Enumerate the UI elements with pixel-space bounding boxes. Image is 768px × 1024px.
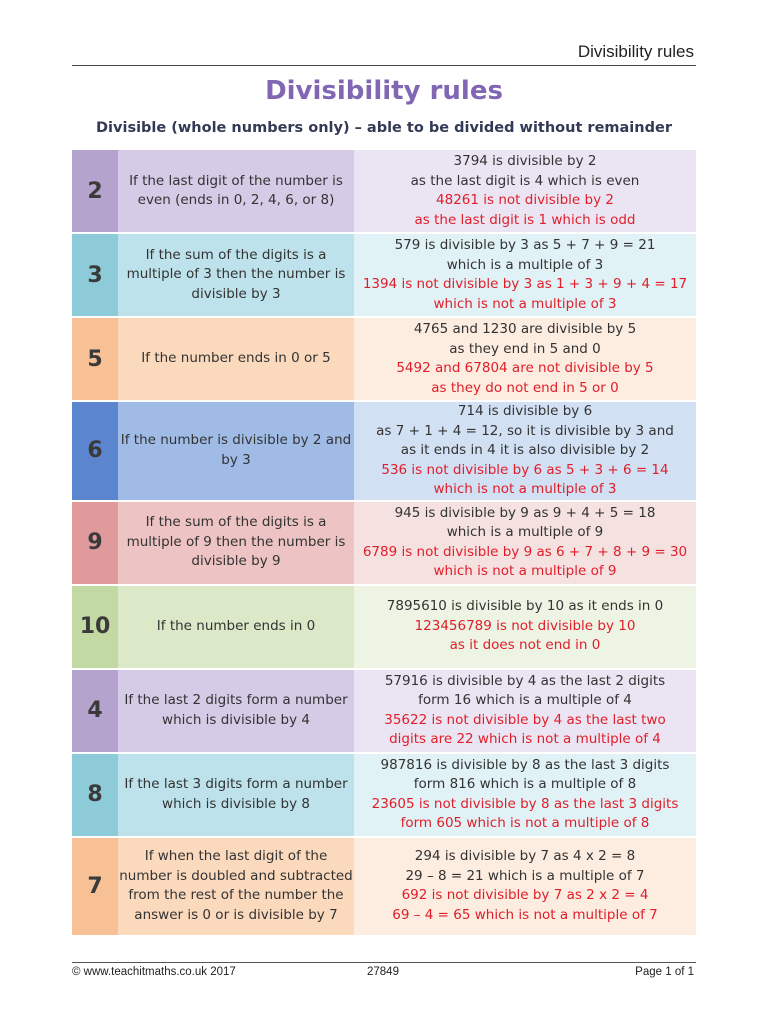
non-example-line: 536 is not divisible by 6 as 5 + 3 + 6 = 14 <box>381 461 669 478</box>
header-title: Divisibility rules <box>577 42 694 61</box>
rules-table-body <box>72 150 696 935</box>
example-line: as it ends in 4 it is also divisible by 2 <box>400 442 650 458</box>
footer-copyright: © www.teachitmaths.co.uk 2017 <box>72 966 236 978</box>
rule-examples <box>354 670 696 752</box>
rule-description: If when the last digit of the number is doubled and subtracted from the rest of the number the answer is 0 or is divisible by 7 <box>118 838 354 935</box>
rule-row-2 <box>72 150 696 232</box>
rule-description: If the sum of the digits is a multiple of 3 then the number is divisible by 3 <box>118 234 354 316</box>
example-line: as 7 + 1 + 4 = 12, so it is divisible by 3 and <box>376 422 674 439</box>
divisibility-rules-table <box>72 148 696 937</box>
rule-description: If the last digit of the number is even (ends in 0, 2, 4, 6, or 8) <box>118 150 354 232</box>
example-line: form 816 which is a multiple of 8 <box>413 776 637 792</box>
non-example-line: 69 – 4 = 65 which is not a multiple of 7 <box>392 906 658 923</box>
divisor-number: 2 <box>72 150 118 232</box>
header-divider <box>72 65 696 66</box>
non-example-line: which is not a multiple of 3 <box>433 295 617 312</box>
rule-examples <box>354 754 696 836</box>
rule-examples <box>354 234 696 316</box>
non-example-line: 6789 is not divisible by 9 as 6 + 7 + 8 + 9 = 30 <box>362 543 688 560</box>
rule-examples <box>354 838 696 935</box>
rule-row-3 <box>72 234 696 316</box>
rule-description: If the sum of the digits is a multiple of 9 then the number is divisible by 9 <box>118 502 354 584</box>
example-line: 945 is divisible by 9 as 9 + 4 + 5 = 18 <box>394 504 656 521</box>
divisor-number: 9 <box>72 502 118 584</box>
non-example-line: as the last digit is 1 which is odd <box>414 211 636 228</box>
example-line: 3794 is divisible by 2 <box>453 153 597 169</box>
non-example-line: 48261 is not divisible by 2 <box>436 192 614 208</box>
rule-description: If the number ends in 0 or 5 <box>118 318 354 400</box>
rule-examples <box>354 402 696 500</box>
rule-row-7 <box>72 838 696 935</box>
page-title: Divisibility rules <box>265 76 503 106</box>
example-line: 987816 is divisible by 8 as the last 3 digits <box>380 756 670 773</box>
example-line: form 16 which is a multiple of 4 <box>418 692 632 708</box>
rule-examples <box>354 502 696 584</box>
non-example-line: form 605 which is not a multiple of 8 <box>400 815 650 831</box>
non-example-line: as it does not end in 0 <box>449 637 601 654</box>
non-example-line: which is not a multiple of 9 <box>433 563 617 579</box>
rule-row-5 <box>72 318 696 400</box>
non-example-line: which is not a multiple of 3 <box>433 481 617 497</box>
divisor-number: 8 <box>72 754 118 836</box>
rule-examples <box>354 318 696 400</box>
example-line: 4765 and 1230 are divisible by 5 <box>413 321 637 337</box>
rule-description: If the last 3 digits form a number which is divisible by 8 <box>118 754 354 836</box>
rule-description: If the number is divisible by 2 and by 3 <box>118 402 354 500</box>
example-line: as the last digit is 4 which is even <box>410 172 640 189</box>
divisor-number: 4 <box>72 670 118 752</box>
rule-row-8 <box>72 754 696 836</box>
footer-code: 27849 <box>367 966 399 978</box>
non-example-line: 35622 is not divisible by 4 as the last two <box>384 711 666 728</box>
rule-examples <box>354 150 696 232</box>
divisor-number: 3 <box>72 234 118 316</box>
example-line: which is a multiple of 9 <box>446 524 604 540</box>
page-subtitle: Divisible (whole numbers only) – able to be divided without remainder <box>96 120 672 136</box>
example-line: as they end in 5 and 0 <box>449 340 601 357</box>
example-line: 714 is divisible by 6 <box>457 403 593 419</box>
non-example-line: 123456789 is not divisible by 10 <box>414 617 636 634</box>
rule-row-6 <box>72 402 696 500</box>
divisor-number: 10 <box>72 586 118 668</box>
example-line: 294 is divisible by 7 as 4 x 2 = 8 <box>414 848 636 864</box>
non-example-line: 23605 is not divisible by 8 as the last 3 digits <box>371 795 679 812</box>
non-example-line: as they do not end in 5 or 0 <box>431 379 619 396</box>
non-example-line: 692 is not divisible by 7 as 2 x 2 = 4 <box>401 887 649 903</box>
rule-examples <box>354 586 696 668</box>
example-line: 29 – 8 = 21 which is a multiple of 7 <box>405 867 645 884</box>
non-example-line: 1394 is not divisible by 3 as 1 + 3 + 9 + 4 = 17 <box>362 276 688 292</box>
divisor-number: 5 <box>72 318 118 400</box>
footer-page-number: Page 1 of 1 <box>635 966 694 978</box>
non-example-line: 5492 and 67804 are not divisible by 5 <box>396 360 654 376</box>
non-example-line: digits are 22 which is not a multiple of 4 <box>389 731 661 747</box>
example-line: 57916 is divisible by 4 as the last 2 digits <box>384 672 666 689</box>
footer-divider <box>72 962 696 963</box>
example-line: which is a multiple of 3 <box>446 256 604 273</box>
rule-row-9 <box>72 502 696 584</box>
example-line: 7895610 is divisible by 10 as it ends in 0 <box>386 598 664 615</box>
divisor-number: 7 <box>72 838 118 935</box>
divisor-number: 6 <box>72 402 118 500</box>
rule-row-10 <box>72 586 696 668</box>
example-line: 579 is divisible by 3 as 5 + 7 + 9 = 21 <box>394 237 656 253</box>
rule-row-4 <box>72 670 696 752</box>
rule-description: If the last 2 digits form a number which is divisible by 4 <box>118 670 354 752</box>
rule-description: If the number ends in 0 <box>118 586 354 668</box>
